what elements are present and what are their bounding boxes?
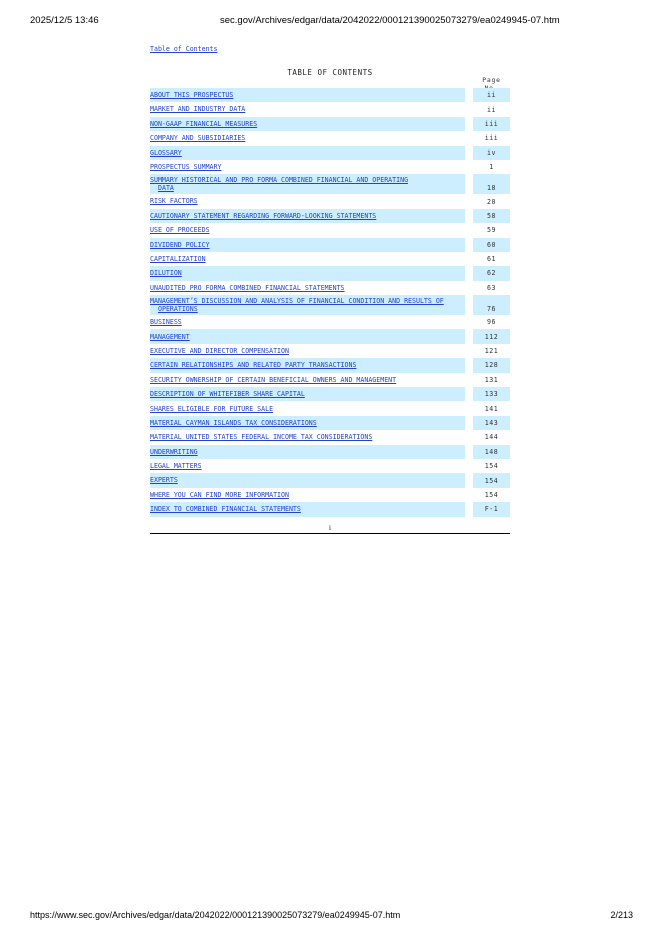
toc-gap xyxy=(465,488,473,502)
toc-row xyxy=(150,344,510,358)
toc-entry-title: CAPITALIZATION xyxy=(150,255,206,263)
toc-gap xyxy=(465,281,473,295)
toc-entry-title-cell xyxy=(150,315,465,329)
toc-gap xyxy=(465,146,473,160)
toc-table xyxy=(150,88,510,517)
toc-entry-title-cell xyxy=(150,131,465,145)
toc-entry-title: BUSINESS xyxy=(150,318,182,327)
toc-title: TABLE OF CONTENTS xyxy=(287,68,373,77)
toc-row xyxy=(150,252,510,266)
toc-entry-title-cell xyxy=(150,430,465,444)
toc-entry-title-continued: OPERATIONS xyxy=(158,305,198,314)
toc-entry-title: UNDERWRITING xyxy=(150,447,198,456)
toc-entry-page: 144 xyxy=(484,433,499,442)
toc-entry-link[interactable] xyxy=(150,269,182,277)
toc-entry-title-cell xyxy=(150,281,465,295)
toc-entry-link[interactable] xyxy=(150,284,345,292)
toc-entry-page: 112 xyxy=(473,329,510,343)
toc-entry-link[interactable] xyxy=(150,361,356,369)
toc-entry-title-cell xyxy=(150,401,465,415)
print-header-url: sec.gov/Archives/edgar/data/2042022/000121390025073279/ea0249945-07.htm xyxy=(220,15,560,26)
toc-entry-title-cell xyxy=(150,445,465,459)
toc-entry-title: DILUTION xyxy=(150,269,182,278)
toc-entry-page: ii xyxy=(487,105,496,114)
toc-entry-title-cell xyxy=(150,117,465,131)
toc-row xyxy=(150,430,510,444)
toc-row xyxy=(150,459,510,473)
toc-gap xyxy=(465,401,473,415)
toc-gap xyxy=(465,502,473,516)
toc-row xyxy=(150,358,510,372)
print-footer-page-count: 2/213 xyxy=(610,910,633,920)
toc-entry-link[interactable] xyxy=(150,255,206,263)
toc-entry-page: 18 xyxy=(473,174,510,194)
toc-row xyxy=(150,315,510,329)
toc-entry-title: MANAGEMENT xyxy=(150,332,190,341)
toc-entry-title-cell xyxy=(150,488,465,502)
toc-entry-link[interactable] xyxy=(150,176,408,192)
toc-entry-link[interactable] xyxy=(150,226,210,234)
toc-entry-title-cell xyxy=(150,473,465,487)
toc-gap xyxy=(465,473,473,487)
toc-row xyxy=(150,223,510,237)
toc-entry-title: EXPERTS xyxy=(150,476,178,485)
toc-gap xyxy=(465,387,473,401)
toc-entry-title: SECURITY OWNERSHIP OF CERTAIN BENEFICIAL OWNERS AND MANAGEMENT xyxy=(150,375,397,384)
toc-entry-title: CAUTIONARY STATEMENT REGARDING FORWARD-LOOKING STATEMENTS xyxy=(150,211,377,220)
toc-entry-link[interactable] xyxy=(150,433,372,441)
toc-entry-link[interactable] xyxy=(150,163,221,171)
toc-entry-title: DESCRIPTION OF WHITEFIBER SHARE CAPITAL xyxy=(150,390,305,399)
toc-gap xyxy=(465,160,473,174)
toc-row xyxy=(150,401,510,415)
toc-entry-title-cell xyxy=(150,209,465,223)
toc-gap xyxy=(465,358,473,372)
toc-entry-page: 154 xyxy=(484,462,499,471)
toc-row xyxy=(150,266,510,280)
toc-row xyxy=(150,295,510,315)
toc-entry-page: ii xyxy=(473,88,510,102)
toc-entry-link[interactable] xyxy=(150,318,182,326)
toc-gap xyxy=(465,174,473,194)
toc-gap xyxy=(465,238,473,252)
toc-entry-page: 133 xyxy=(473,387,510,401)
toc-entry-title-cell xyxy=(150,88,465,102)
toc-gap xyxy=(465,131,473,145)
print-header-datetime: 2025/12/5 13:46 xyxy=(30,15,99,26)
print-footer-url: https://www.sec.gov/Archives/edgar/data/2042022/000121390025073279/ea0249945-07.htm xyxy=(30,910,401,920)
toc-gap xyxy=(465,430,473,444)
toc-entry-title: RISK FACTORS xyxy=(150,197,198,206)
toc-row xyxy=(150,488,510,502)
toc-entry-title: NON-GAAP FINANCIAL MEASURES xyxy=(150,119,258,128)
toc-entry-title-cell xyxy=(150,344,465,358)
toc-gap xyxy=(465,373,473,387)
toc-gap xyxy=(465,315,473,329)
toc-row xyxy=(150,174,510,194)
toc-entry-link[interactable] xyxy=(150,505,301,513)
toc-row xyxy=(150,416,510,430)
toc-entry-page: iii xyxy=(473,117,510,131)
toc-entry-title-cell xyxy=(150,146,465,160)
toc-entry-link[interactable] xyxy=(150,462,202,470)
toc-row xyxy=(150,146,510,160)
toc-entry-link[interactable] xyxy=(150,241,210,249)
toc-entry-page: 96 xyxy=(487,318,496,327)
toc-entry-link[interactable] xyxy=(150,105,245,113)
toc-entry-page: 1 xyxy=(489,163,494,172)
toc-gap xyxy=(465,194,473,208)
toc-entry-page: 59 xyxy=(487,226,496,235)
toc-gap xyxy=(465,117,473,131)
toc-entry-page: 61 xyxy=(487,255,496,264)
toc-entry-link[interactable] xyxy=(150,197,198,205)
toc-entry-page: 128 xyxy=(473,358,510,372)
toc-entry-title: DIVIDEND POLICY xyxy=(150,240,210,249)
table-of-contents-link[interactable]: Table of Contents xyxy=(150,45,218,53)
toc-entry-title: USE OF PROCEEDS xyxy=(150,226,210,235)
toc-row xyxy=(150,281,510,295)
toc-row xyxy=(150,329,510,343)
toc-gap xyxy=(465,252,473,266)
toc-entry-page: 20 xyxy=(487,197,496,206)
toc-row xyxy=(150,194,510,208)
toc-entry-page: 141 xyxy=(484,404,499,413)
toc-row xyxy=(150,117,510,131)
toc-row xyxy=(150,502,510,516)
toc-entry-link[interactable] xyxy=(150,212,376,220)
toc-row xyxy=(150,88,510,102)
toc-entry-title-cell xyxy=(150,416,465,430)
toc-entry-link[interactable] xyxy=(150,419,317,427)
toc-entry-page: 58 xyxy=(473,209,510,223)
toc-entry-title: MARKET AND INDUSTRY DATA xyxy=(150,105,246,114)
toc-entry-link[interactable] xyxy=(150,390,305,398)
toc-entry-title: UNAUDITED PRO FORMA COMBINED FINANCIAL STATEMENTS xyxy=(150,283,345,292)
toc-entry-page: 154 xyxy=(473,473,510,487)
toc-entry-link[interactable] xyxy=(150,297,444,313)
toc-gap xyxy=(465,102,473,116)
toc-entry-page: 63 xyxy=(487,283,496,292)
document-page-number: i xyxy=(150,524,510,534)
toc-gap xyxy=(465,88,473,102)
toc-gap xyxy=(465,266,473,280)
toc-entry-link[interactable] xyxy=(150,491,289,499)
toc-gap xyxy=(465,223,473,237)
toc-row xyxy=(150,238,510,252)
toc-entry-link[interactable] xyxy=(150,120,257,128)
toc-entry-title: ABOUT THIS PROSPECTUS xyxy=(150,91,234,100)
toc-entry-title: SUMMARY HISTORICAL AND PRO FORMA COMBINED FINANCIAL AND OPERATING xyxy=(150,176,409,185)
toc-entry-title: MANAGEMENT’S DISCUSSION AND ANALYSIS OF FINANCIAL CONDITION AND RESULTS OF xyxy=(150,296,444,305)
toc-entry-title: WHERE YOU CAN FIND MORE INFORMATION xyxy=(150,490,289,499)
toc-entry-title-cell xyxy=(150,223,465,237)
toc-entry-link[interactable] xyxy=(150,376,396,384)
toc-entry-title: COMPANY AND SUBSIDIARIES xyxy=(150,134,246,143)
toc-entry-page: 148 xyxy=(473,445,510,459)
toc-entry-link[interactable] xyxy=(150,134,245,142)
toc-entry-title-cell xyxy=(150,358,465,372)
toc-entry-page: 76 xyxy=(473,295,510,315)
toc-entry-title: PROSPECTUS SUMMARY xyxy=(150,163,222,172)
toc-entry-page: iv xyxy=(473,146,510,160)
toc-entry-title: INDEX TO COMBINED FINANCIAL STATEMENTS xyxy=(150,505,301,514)
toc-gap xyxy=(465,344,473,358)
toc-entry-title-cell xyxy=(150,373,465,387)
toc-entry-title: GLOSSARY xyxy=(150,148,182,157)
toc-entry-page: 143 xyxy=(473,416,510,430)
toc-entry-title-cell xyxy=(150,238,465,252)
toc-row xyxy=(150,102,510,116)
toc-entry-page: iii xyxy=(484,134,499,143)
toc-entry-title-cell xyxy=(150,174,465,194)
toc-gap xyxy=(465,445,473,459)
toc-gap xyxy=(465,329,473,343)
toc-entry-page: 121 xyxy=(484,347,499,356)
toc-entry-title: MATERIAL UNITED STATES FEDERAL INCOME TAX CONSIDERATIONS xyxy=(150,433,373,442)
toc-entry-page: 154 xyxy=(484,490,499,499)
toc-entry-title-cell xyxy=(150,252,465,266)
toc-entry-title: SHARES ELIGIBLE FOR FUTURE SALE xyxy=(150,404,274,413)
toc-row xyxy=(150,160,510,174)
toc-entry-page: F-1 xyxy=(473,502,510,516)
toc-entry-title-cell xyxy=(150,387,465,401)
toc-entry-title-cell xyxy=(150,266,465,280)
document-page xyxy=(150,36,510,532)
toc-entry-title: CERTAIN RELATIONSHIPS AND RELATED PARTY TRANSACTIONS xyxy=(150,361,357,370)
toc-entry-link[interactable] xyxy=(150,149,182,157)
toc-entry-link[interactable] xyxy=(150,448,198,456)
toc-entry-title: EXECUTIVE AND DIRECTOR COMPENSATION xyxy=(150,346,289,355)
toc-entry-title-cell xyxy=(150,194,465,208)
toc-entry-page: 131 xyxy=(484,375,499,384)
toc-entry-title-cell xyxy=(150,459,465,473)
toc-row xyxy=(150,387,510,401)
toc-entry-page: 62 xyxy=(473,266,510,280)
toc-row xyxy=(150,373,510,387)
toc-entry-link[interactable] xyxy=(150,333,190,341)
toc-row xyxy=(150,473,510,487)
toc-entry-title-cell xyxy=(150,502,465,516)
toc-entry-title-cell xyxy=(150,160,465,174)
toc-gap xyxy=(465,459,473,473)
toc-row xyxy=(150,209,510,223)
toc-row xyxy=(150,131,510,145)
toc-entry-title: MATERIAL CAYMAN ISLANDS TAX CONSIDERATIONS xyxy=(150,418,317,427)
toc-entry-title-cell xyxy=(150,329,465,343)
toc-gap xyxy=(465,295,473,315)
toc-entry-link[interactable] xyxy=(150,476,178,484)
toc-entry-title: LEGAL MATTERS xyxy=(150,462,202,471)
toc-gap xyxy=(465,209,473,223)
toc-entry-title-cell xyxy=(150,102,465,116)
toc-entry-title-cell xyxy=(150,295,465,315)
toc-entry-link[interactable] xyxy=(150,91,233,99)
page-no-header: Page xyxy=(473,76,510,95)
toc-entry-link[interactable] xyxy=(150,347,289,355)
toc-entry-page: 60 xyxy=(473,238,510,252)
toc-entry-link[interactable] xyxy=(150,405,273,413)
toc-entry-title-continued: DATA xyxy=(158,184,174,193)
toc-gap xyxy=(465,416,473,430)
toc-row xyxy=(150,445,510,459)
